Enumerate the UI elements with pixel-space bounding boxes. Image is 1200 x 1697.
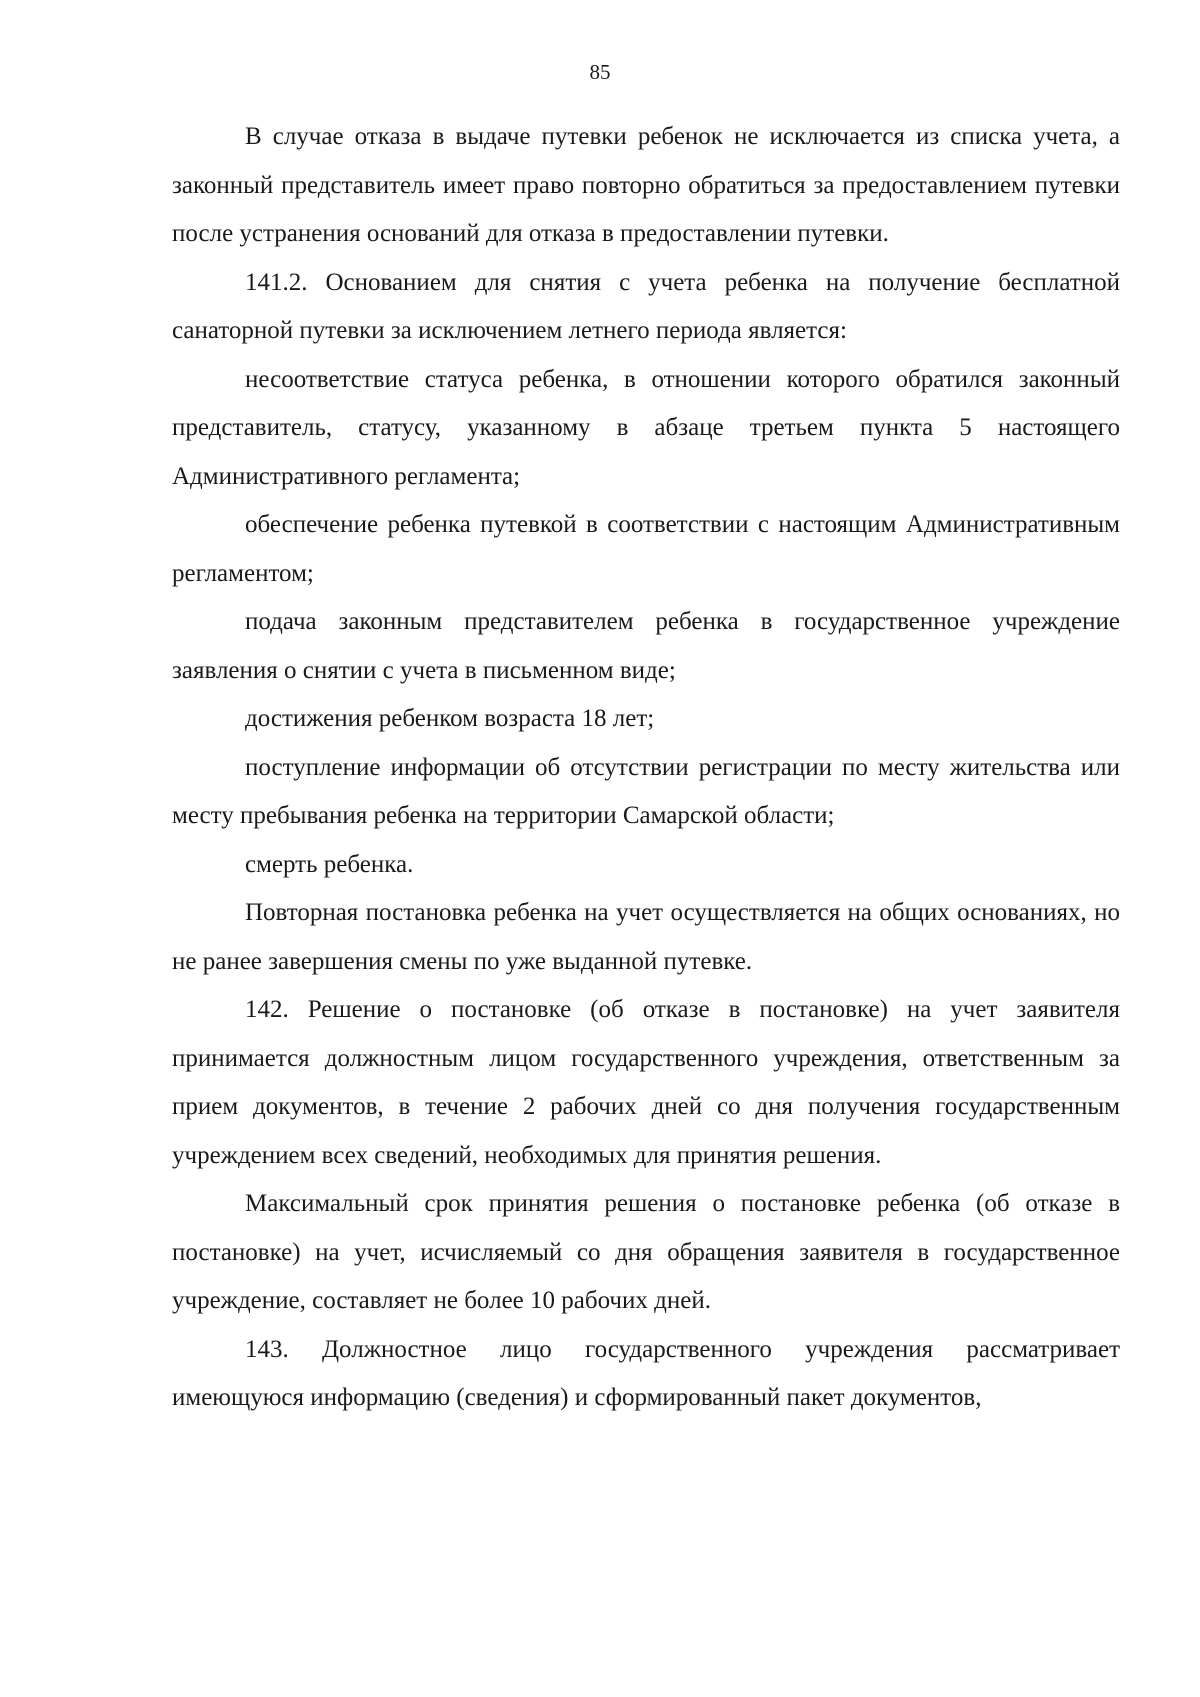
paragraph-refusal-note: В случае отказа в выдаче путевки ребенок не исключается из списка учета, а законный представитель имеет право повторно обратиться за предоставлением путевки после устранения оснований для отказа в предоставлении путевки. [172,123,1120,247]
list-item-status-mismatch: несоответствие статуса ребенка, в отношении которого обратился законный представитель, статусу, указанному в абзаце третьем пункта 5 настоящего Административного регламента; [172,365,1120,490]
list-item-age-18: достижения ребенком возраста 18 лет; [245,705,655,732]
list-item-voucher-provided: обеспечение ребенка путевкой в соответствии с настоящим Административным регламентом; [172,511,1120,587]
paragraph-max-term: Максимальный срок принятия решения о постановке ребенка (об отказе в постановке) на учет, исчисляемый со дня обращения заявителя в государственное учреждение, составляет не более 10 рабочих дней. [172,1190,1120,1314]
paragraph-141-2: 141.2. Основанием для снятия с учета ребенка на получение бесплатной санаторной путевки за исключением летнего периода является: [172,268,1120,344]
list-item-written-application: подача законным представителем ребенка в государственное учреждение заявления о снятии с учета в письменном виде; [172,608,1120,684]
paragraph-142: 142. Решение о постановке (об отказе в постановке) на учет заявителя принимается должностным лицом государственного учреждения, ответственным за прием документов, в течение 2 рабочих дней со дня получения государственным учреждением всех сведений, необходимых для принятия решения. [172,996,1120,1169]
document-body [172,113,1120,1423]
list-item-death: смерть ребенка. [245,850,414,878]
paragraph-143: 143. Должностное лицо государственного учреждения рассматривает имеющуюся информацию (сведения) и сформированный пакет документов, [172,1335,1120,1411]
list-item-no-registration: поступление информации об отсутствии регистрации по месту жительства или месту пребывания ребенка на территории Самарской области; [172,753,1120,829]
paragraph-repeat-registration: Повторная постановка ребенка на учет осуществляется на общих основаниях, но не ранее завершения смены по уже выданной путевке. [172,899,1120,975]
page-number: 85 [589,60,611,84]
